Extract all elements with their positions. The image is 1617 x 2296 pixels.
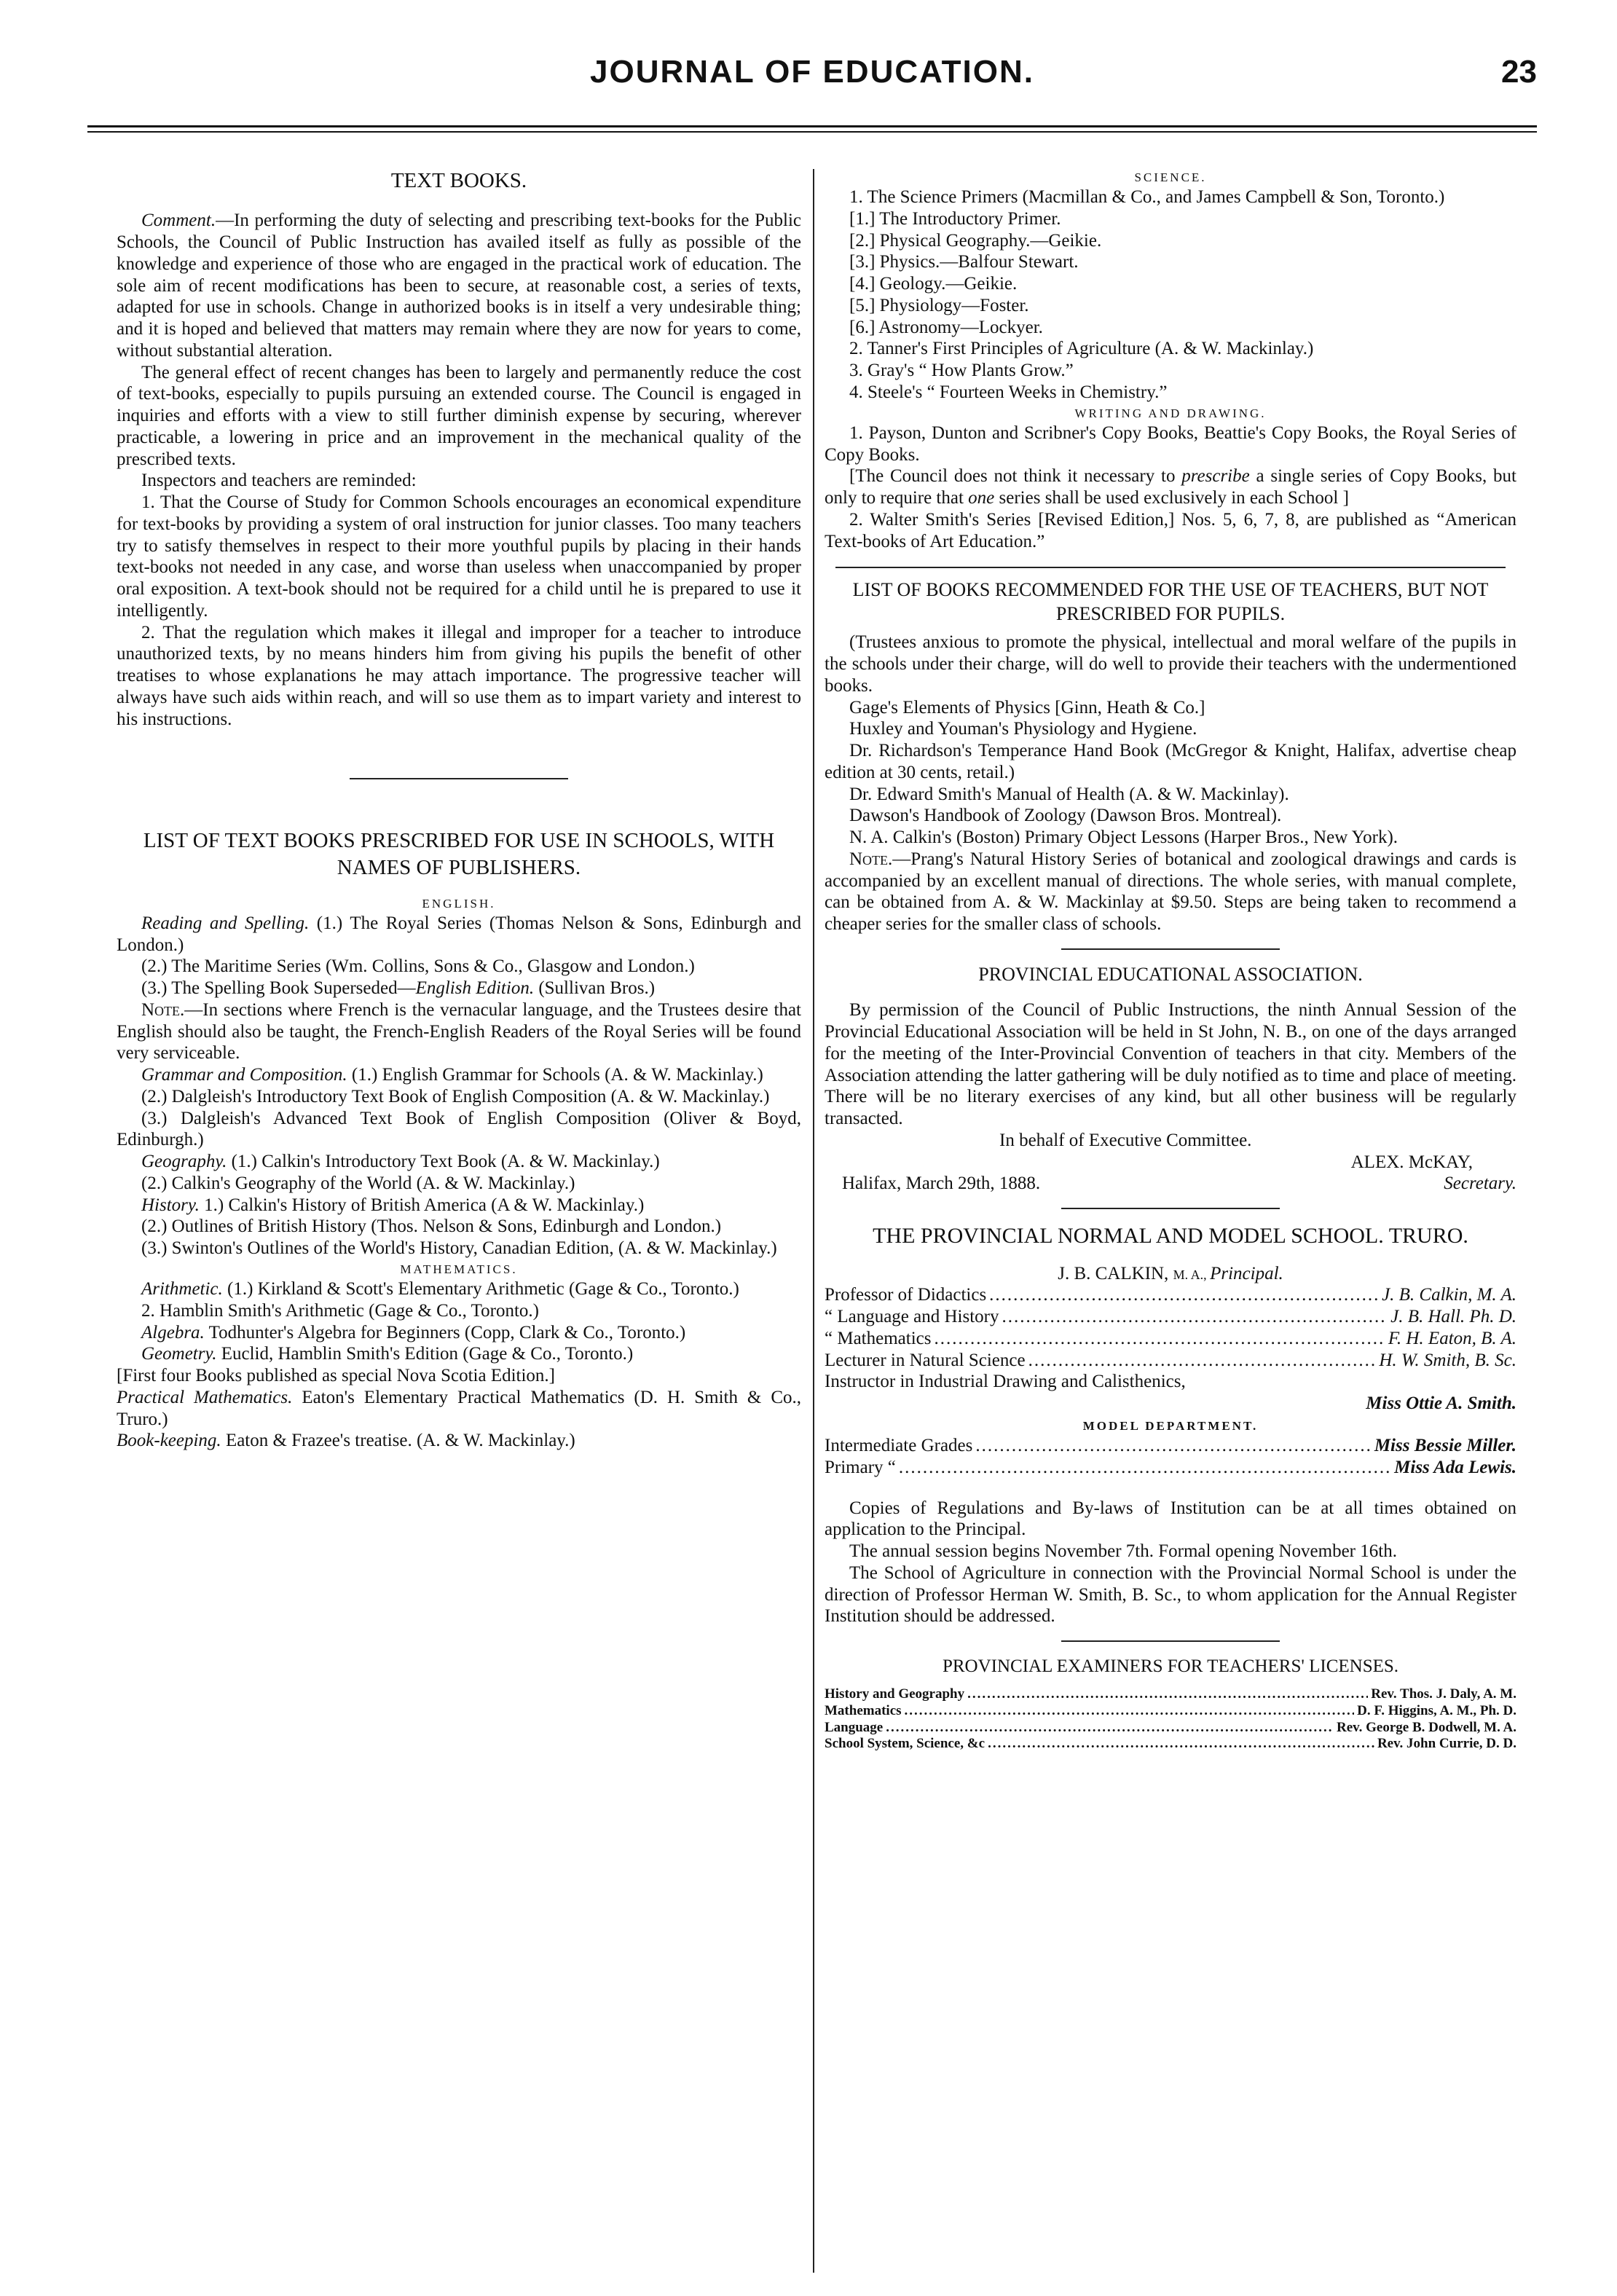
dot-leader [988, 1736, 1374, 1753]
algebra-label: Algebra. [141, 1322, 205, 1342]
staff-row [825, 1306, 1516, 1328]
arithmetic-item-2: 2. Hamblin Smith's Arithmetic (Gage & Co., Toronto.) [141, 1300, 539, 1321]
prang-note [825, 849, 1516, 935]
left-column [117, 168, 801, 1452]
note-label: Note. [849, 849, 893, 869]
instructor-name: Miss Ottie A. Smith. [1366, 1393, 1516, 1414]
primer-item: [5.] Physiology—Foster. [849, 295, 1029, 315]
dot-leader [967, 1686, 1368, 1703]
examiner-row-label: School System, Science, &c [825, 1736, 985, 1752]
grammar-text-1: (1.) English Grammar for Schools (A. & W. Mackinlay.) [347, 1065, 763, 1085]
session-paragraph: The annual session begins November 7th. Formal opening November 16th. [849, 1541, 1397, 1562]
examiner-row-label: History and Geography [825, 1686, 965, 1702]
regulations-paragraph: Copies of Regulations and By-laws of Institution can be at all times obtained on application to the Principal. [825, 1498, 1516, 1540]
copybook-note-a: [The Council does not think it necessary to [849, 466, 1182, 487]
recommended-item: N. A. Calkin's (Boston) Primary Object Lessons (Harper Bros., New York). [849, 827, 1398, 848]
writing-item-2: 2. Walter Smith's Series [Revised Edition,] Nos. 5, 6, 7, 8, are published as “American Text-books of Art Education.” [825, 509, 1516, 551]
recommended-item: Dr. Richardson's Temperance Hand Book (McGregor & Knight, Halifax, advertise cheap edition at 30 cents, retail.) [825, 741, 1516, 782]
bookkeeping-label: Book-keeping. [117, 1431, 221, 1451]
agriculture-paragraph: The School of Agriculture in connection with the Provincial Normal School is under the direction of Professor Herman W. Smith, B. Sc., to whom application for the Annual Register Institution should be addressed. [825, 1562, 1516, 1627]
dot-leader [1002, 1306, 1388, 1328]
practical-math-text: Eaton's Elementary Practical Mathematics (D. H. Smith & Co., Truro.) [117, 1387, 801, 1429]
science-item-3: 3. Gray's “ How Plants Grow.” [849, 361, 1074, 381]
geometry-text: Euclid, Hamblin Smith's Edition (Gage & Co., Toronto.) [216, 1344, 634, 1364]
copybook-note-c: a single series of Copy Books, but only to require that [825, 466, 1516, 508]
science-heading: SCIENCE. [1134, 170, 1207, 184]
grammar-item-2: (2.) Dalgleish's Introductory Text Book of English Composition (A. & W. Mackinlay.) [141, 1086, 770, 1106]
header-rule-top [87, 125, 1537, 127]
primer-item: [2.] Physical Geography.—Geikie. [849, 230, 1102, 251]
prescribed-list-title: LIST OF TEXT BOOKS PRESCRIBED FOR USE IN SCHOOLS, WITH NAMES OF PUBLISHERS. [143, 829, 775, 879]
comment-paragraph [117, 210, 801, 361]
association-signature-row [825, 1173, 1516, 1195]
arithmetic-item-1 [117, 1278, 801, 1300]
dot-leader [886, 1720, 1334, 1737]
header-rule-bottom [87, 131, 1537, 133]
history-item-1 [117, 1195, 801, 1216]
reminder-paragraph: Inspectors and teachers are reminded: [141, 471, 417, 491]
primer-item: [6.] Astronomy—Lockyer. [849, 317, 1043, 337]
dot-leader [899, 1457, 1391, 1479]
staff-row-label: “ Mathematics [825, 1328, 932, 1348]
journal-title: JOURNAL OF EDUCATION. [590, 54, 1034, 90]
bookkeeping-text: Eaton & Frazee's treatise. (A. & W. Mackinlay.) [221, 1431, 575, 1451]
history-item-2: (2.) Outlines of British History (Thos. Nelson & Sons, Edinburgh and London.) [141, 1216, 722, 1237]
mathematics-heading: MATHEMATICS. [400, 1262, 518, 1276]
algebra-text: Todhunter's Algebra for Beginners (Copp, Clark & Co., Toronto.) [204, 1322, 686, 1342]
recommended-item: Dawson's Handbook of Zoology (Dawson Bros. Montreal). [849, 806, 1282, 826]
examiner-row-value: Rev. John Currie, D. D. [1377, 1736, 1516, 1752]
staff-row-value: J. B. Hall. Ph. D. [1390, 1307, 1516, 1327]
writing-item-1: 1. Payson, Dunton and Scribner's Copy Books, Beattie's Copy Books, the Royal Series of Copy Books. [825, 422, 1516, 465]
dot-leader [975, 1435, 1371, 1457]
copybook-note-d: one [968, 488, 995, 508]
arithmetic-label: Arithmetic. [141, 1279, 223, 1300]
staff-row [825, 1328, 1516, 1350]
model-list [825, 1435, 1516, 1479]
algebra-item [117, 1322, 801, 1344]
recommended-list [825, 697, 1516, 849]
spacer [825, 1479, 1516, 1498]
geography-item-1 [117, 1151, 801, 1173]
french-note [117, 999, 801, 1064]
recommended-item: Huxley and Youman's Physiology and Hygiene. [849, 719, 1197, 739]
model-row [825, 1435, 1516, 1457]
instructor-role: Instructor in Industrial Drawing and Calisthenics, [825, 1372, 1186, 1392]
copybook-note-b: prescribe [1181, 466, 1250, 487]
section-rule [1061, 948, 1280, 950]
examiner-row [825, 1703, 1516, 1720]
reading-item-1 [117, 913, 801, 956]
association-title: PROVINCIAL EDUCATIONAL ASSOCIATION. [978, 963, 1363, 985]
science-item-1: 1. The Science Primers (Macmillan & Co., and James Campbell & Son, Toronto.) [849, 187, 1445, 208]
reading-item-2: (2.) The Maritime Series (Wm. Collins, Sons & Co., Glasgow and London.) [141, 956, 695, 977]
grammar-label: Grammar and Composition. [141, 1065, 347, 1085]
reading-text-1: (1.) The Royal Series (Thomas Nelson & Sons, Edinburgh and London.) [117, 913, 802, 955]
examiner-row-value: Rev. Thos. J. Daly, A. M. [1371, 1686, 1516, 1702]
history-text-1: 1.) Calkin's History of British America (A & W. Mackinlay.) [199, 1195, 645, 1215]
recommended-intro: (Trustees anxious to promote the physical, intellectual and moral welfare of the pupils in the schools under their charge, will do well to provide their teachers with the undermentioned books. [825, 632, 1516, 696]
normal-school-title: THE PROVINCIAL NORMAL AND MODEL SCHOOL. TRURO. [873, 1224, 1468, 1249]
recommended-item: Dr. Edward Smith's Manual of Health (A. & W. Mackinlay). [849, 784, 1289, 804]
copybook-note-e: series shall be used exclusively in each School ] [994, 488, 1349, 508]
geography-label: Geography. [141, 1152, 227, 1172]
section-rule [350, 778, 568, 779]
practical-math-label: Practical Mathematics. [117, 1387, 293, 1407]
examiners-title: PROVINCIAL EXAMINERS FOR TEACHERS' LICENSES. [942, 1656, 1399, 1677]
grammar-item-1 [117, 1064, 801, 1086]
dot-leader [905, 1703, 1355, 1720]
primer-item: [4.] Geology.—Geikie. [849, 274, 1018, 294]
reminder-one: 1. That the Course of Study for Common Schools encourages an economical expenditure for text-books by providing a system of oral instruction for junior classes. Too many teachers try to satisfy themselves in respect to their more youthful pupils by placing in their hands text-books not needed in any case, and worse than useless when unaccompanied by proper oral exposition. A text-book should not be required for a child until he is prepared to use it intelligently. [117, 492, 801, 621]
principal-name: J. B. CALKIN, [1058, 1263, 1173, 1283]
staff-row [825, 1284, 1516, 1306]
reading-text-3b: English Edition. [415, 978, 535, 999]
staff-row [825, 1350, 1516, 1372]
examiner-row [825, 1736, 1516, 1753]
model-row-value: Miss Ada Lewis. [1394, 1457, 1516, 1477]
examiner-row-label: Language [825, 1719, 884, 1735]
section-rule [1061, 1208, 1280, 1209]
text-books-title: TEXT BOOKS. [390, 169, 527, 192]
staff-row-value: F. H. Eaton, B. A. [1388, 1328, 1516, 1348]
note-text: —Prang's Natural History Series of botanical and zoological drawings and cards is accompanied by an excellent manual of directions. The whole series, with manual complete, can be obtained from A. & W. Mackinlay at $9.50. Steps are being taken to recommend a cheaper series for the smaller class of schools. [825, 849, 1516, 935]
bookkeeping-item [117, 1430, 801, 1452]
section-rule [1061, 1640, 1280, 1642]
model-row-value: Miss Bessie Miller. [1374, 1436, 1516, 1456]
staff-list [825, 1284, 1516, 1371]
association-place-date: Halifax, March 29th, 1888. [842, 1173, 1041, 1194]
dot-leader [989, 1284, 1379, 1306]
geometry-item [117, 1343, 801, 1365]
page-number: 23 [1501, 54, 1537, 90]
association-signer: ALEX. McKAY, [1350, 1152, 1473, 1172]
note-label: Note. [141, 999, 185, 1020]
reading-text-3a: (3.) The Spelling Book Superseded— [141, 978, 416, 999]
history-label: History. [141, 1195, 200, 1215]
model-row-label: Intermediate Grades [825, 1436, 973, 1456]
recommended-title: LIST OF BOOKS RECOMMENDED FOR THE USE OF TEACHERS, BUT NOT PRESCRIBED FOR PUPILS. [852, 579, 1489, 624]
arithmetic-text-1: (1.) Kirkland & Scott's Elementary Arithmetic (Gage & Co., Toronto.) [222, 1279, 739, 1300]
history-item-3: (3.) Swinton's Outlines of the World's History, Canadian Edition, (A. & W. Mackinlay.) [141, 1238, 777, 1259]
association-behalf: In behalf of Executive Committee. [999, 1130, 1252, 1150]
principal-line [825, 1263, 1516, 1285]
right-column [825, 168, 1516, 1753]
reminder-two: 2. That the regulation which makes it illegal and improper for a teacher to introduce unauthorized texts, by no means hinders him from giving his pupils the benefit of other treatises to whose explanations he may attach importance. The progressive teacher will always have such aids within reach, and will so use them as to impart variety and interest to his instructions. [117, 622, 801, 729]
writing-heading: WRITING AND DRAWING. [1074, 406, 1267, 420]
staff-row-label: “ Language and History [825, 1307, 999, 1327]
staff-row-value: J. B. Calkin, M. A. [1382, 1285, 1516, 1305]
effect-paragraph: The general effect of recent changes has been to largely and permanently reduce the cost of text-books, especially to pupils pursuing an extended course. The Council is engaged in inquiries and efforts with a view to still further diminish expense by securing, wherever practicable, a lowering in price and an improvement in the mechanical quality of the prescribed texts. [117, 362, 801, 469]
comment-label: Comment. [141, 211, 216, 231]
examiner-row-label: Mathematics [825, 1703, 902, 1719]
grammar-item-3: (3.) Dalgleish's Advanced Text Book of English Composition (Oliver & Boyd, Edinburgh.) [117, 1108, 801, 1150]
primer-list [825, 208, 1516, 339]
model-row-label: Primary “ [825, 1457, 896, 1477]
principal-degree: M. A., [1173, 1267, 1211, 1282]
association-paragraph: By permission of the Council of Public Instructions, the ninth Annual Session of the Provincial Educational Association will be held in St John, N. B., on one of the days arranged for the meeting of the Inter-Provincial Convention of teachers in that city. Members of the Association attending the latter gathering will be duly notified as to time and place of meeting. There will be no literary exercises of any kind, but all other business will be regularly transacted. [825, 1000, 1516, 1129]
reading-item-3 [117, 978, 801, 999]
staff-row-label: Lecturer in Natural Science [825, 1350, 1026, 1370]
dot-leader [1028, 1350, 1377, 1372]
english-heading: ENGLISH. [422, 896, 496, 911]
section-rule [835, 567, 1506, 568]
examiner-row-value: D. F. Higgins, A. M., Ph. D. [1357, 1703, 1516, 1719]
recommended-item: Gage's Elements of Physics [Ginn, Heath & Co.] [849, 697, 1205, 718]
practical-math-item [117, 1387, 801, 1431]
copybook-note [825, 465, 1516, 509]
geography-text-1: (1.) Calkin's Introductory Text Book (A. & W. Mackinlay.) [227, 1152, 660, 1172]
primer-item: [1.] The Introductory Primer. [849, 208, 1061, 229]
science-item-2: 2. Tanner's First Principles of Agriculture (A. & W. Mackinlay.) [849, 339, 1314, 359]
science-item-4: 4. Steele's “ Fourteen Weeks in Chemistry.” [849, 382, 1168, 402]
reading-text-3c: (Sullivan Bros.) [534, 978, 656, 999]
spacer [117, 730, 801, 766]
page-header [87, 54, 1537, 105]
geometry-label: Geometry. [141, 1344, 217, 1364]
model-row [825, 1457, 1516, 1479]
note-text: —In sections where French is the vernacular language, and the Trustees desire that English should also be taught, the French-English Readers of the Royal Series will be found very serviceable. [117, 999, 801, 1064]
spacer [117, 791, 801, 827]
examiner-list [825, 1686, 1516, 1752]
examiner-row-value: Rev. George B. Dodwell, M. A. [1337, 1719, 1516, 1735]
comment-text: —In performing the duty of selecting and prescribing text-books for the Public Schools, the Council of Public Instruction has availed itself as fully as possible of the knowledge and experience of those who are engaged in the practical work of education. The sole aim of recent modifications has been to secure, at reasonable cost, a series of texts, adapted for use in schools. Change in authorized books is in itself a very undesirable thing; and it is hoped and believed that matters may remain where they are now for years to come, without substantial alteration. [117, 211, 801, 361]
column-divider [813, 169, 814, 2273]
primer-item: [3.] Physics.—Balfour Stewart. [849, 252, 1079, 272]
examiner-row [825, 1720, 1516, 1737]
reading-label: Reading and Spelling. [141, 913, 310, 933]
principal-role: Principal. [1210, 1263, 1283, 1283]
dot-leader [934, 1328, 1385, 1350]
examiner-row [825, 1686, 1516, 1703]
staff-row-value: H. W. Smith, B. Sc. [1379, 1350, 1516, 1370]
nova-scotia-note: [First four Books published as special Nova Scotia Edition.] [117, 1366, 556, 1386]
model-department-heading: MODEL DEPARTMENT. [1082, 1418, 1259, 1433]
staff-row-label: Professor of Didactics [825, 1285, 987, 1305]
geography-item-2: (2.) Calkin's Geography of the World (A. & W. Mackinlay.) [141, 1173, 575, 1193]
association-role: Secretary. [1444, 1173, 1516, 1194]
